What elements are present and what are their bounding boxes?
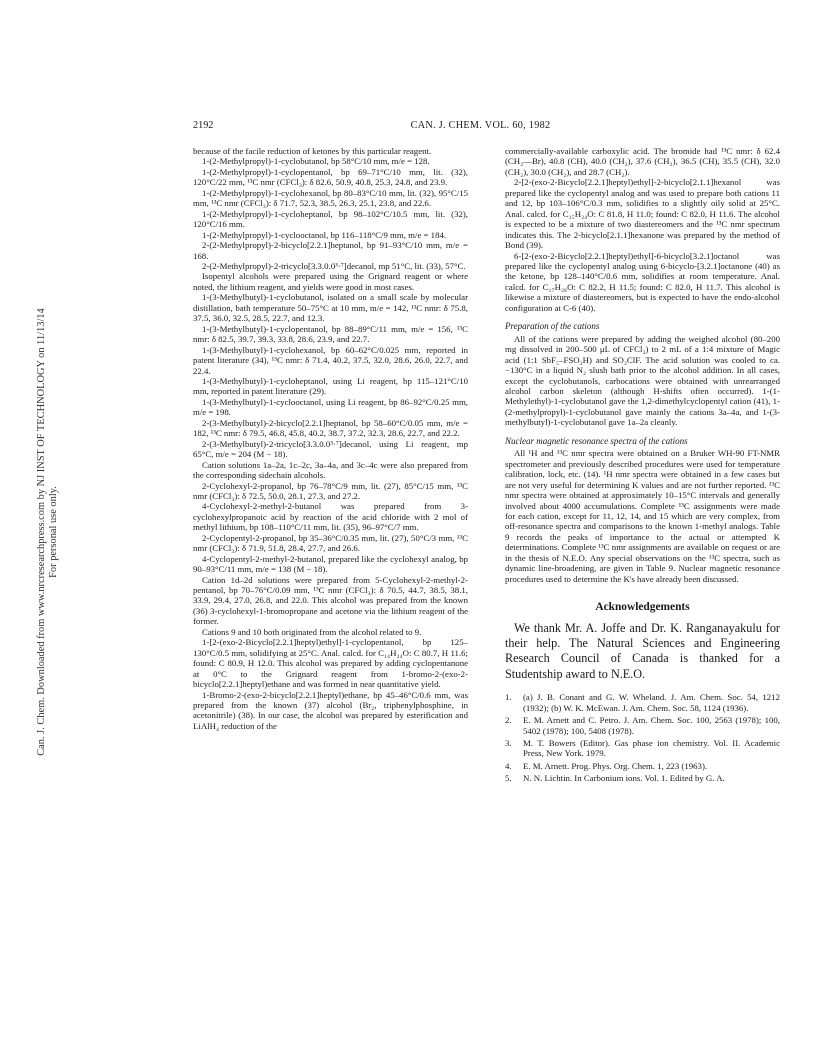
paragraph: 1-Bromo-2-(exo-2-bicyclo[2.2.1]heptyl)ethane, bp 45–46°C/0.6 mm, was prepared from the known (37) alcohol (Br₂, triphenylphosphine, in acetonitrile) (38). In our case, the alcohol was prepared by esterification and LiAlH₄ reduction of the <box>193 689 468 731</box>
section-heading-nmr: Nuclear magnetic resonance spectra of the cations <box>505 435 688 446</box>
paragraph: 2-Cyclopentyl-2-propanol, bp 35–36°C/0.35 mm, lit. (27), 50°C/3 mm, ¹³C nmr (CFCl₃): δ 71.9, 51.8, 28.4, 27.7, and 26.6. <box>193 532 468 554</box>
paragraph: 1-[2-(exo-2-Bicyclo[2.2.1]heptyl)ethyl]-1-cyclopentanol, bp 125–130°C/0.5 mm, solidifying at 25°C. Anal. calcd. for C₁₄H₂₄O: C 80.7, H 11.6; found: C 80.9, H 12.0. This alcohol was prepared by adding cyclopentanone at 0°C to the Grignard reagent from 1-bromo-2-(exo-2-bicyclo[2.2.1]heptyl)ethane and was formed in near quantitative yield. <box>193 637 468 690</box>
reference-item <box>505 738 780 759</box>
paragraph: 1-(3-Methylbutyl)-1-cyclopentanol, bp 88–89°C/11 mm, m/e = 156, ¹³C nmr: δ 82.5, 39.7, 39.3, 33.8, 28.6, 23.9, and 22.7. <box>193 323 468 345</box>
reference-item <box>505 761 780 771</box>
paragraph: 4-Cyclopentyl-2-methyl-2-butanol, prepared like the cyclohexyl analog, bp 90–93°C/11 mm, m/e = 138 (M − 18). <box>193 553 468 575</box>
paragraph: 1-(2-Methylpropyl)-1-cyclohexanol, bp 80–83°C/10 mm, lit. (32), 95°C/15 mm, ¹³C nmr (CFCl₃): δ 71.7, 52.3, 38.5, 26.3, 25.1, 23.8, and 22.6. <box>193 187 468 209</box>
paragraph: because of the facile reduction of ketones by this particular reagent. <box>193 146 432 156</box>
reference-number: 4. <box>505 760 512 771</box>
running-head: CAN. J. CHEM. VOL. 60, 1982 <box>410 120 551 131</box>
paragraph: 1-(2-Methylpropyl)-1-cyclooctanol, bp 116–118°C/9 mm, m/e = 184. <box>202 229 447 240</box>
right-column <box>505 146 780 786</box>
paragraph: Isopentyl alcohols were prepared using the Grignard reagent or where noted, the lithium reagent, and yields were good in most cases. <box>193 271 468 292</box>
paragraph: 1-(3-Methylbutyl)-1-cyclobutanol, isolated on a small scale by molecular distillation, bath temperature 50–75°C at 10 mm, m/e = 142, ¹³C nmr: δ 75.8, 37.5, 36.0, 32.5, 28.5, 22.7, and 12.3. <box>193 292 468 324</box>
references-list <box>505 692 780 784</box>
paragraph: 6-[2-(exo-2-Bicyclo[2.2.1]heptyl)ethyl]-6-bicyclo[3.2.1]octanol was prepared like the cyclopentyl analog using 6-bicyclo-[3.2.1]octanone (40) as the ketone, bp 128–140°C/0.6 mm, solidifies at room temperature. Anal. calcd. for C₁₇H₂₈O: C 82.2, H 11.5; found: C 82.0, H 11.7. This alcohol is likewise a mixture of diastereomers, but is expected to have the endo-alcohol configuration at C-6 (40). <box>505 250 780 313</box>
paragraph: 2-(3-Methylbutyl)-2-bicyclo[2.2.1]heptanol, bp 58–60°C/0.05 mm, m/e = 182, ¹³C nmr: δ 79.5, 46.8, 45.8, 40.2, 38.7, 37.2, 32.3, 28.6, 22.7, and 22.2. <box>193 417 468 439</box>
download-notice-line: Can. J. Chem. Downloaded from www.nrcresearchpress.com by NJ INST OF TECHNOLOGY on 11/13/14 <box>36 308 47 756</box>
reference-number: 2. <box>505 715 512 726</box>
paragraph: 2-(2-Methylpropyl)-2-tricyclo[3.3.0.0³·⁷]decanol, mp 51°C, lit. (33), 57°C. <box>202 260 466 271</box>
paragraph: 1-(3-Methylbutyl)-1-cyclohexanol, bp 60–62°C/0.025 mm, reported in patent literature (34), ¹³C nmr: δ 71.4, 40.2, 37.5, 32.0, 28.6, 26.0, 22.7, and 22.4. <box>193 344 468 376</box>
paragraph: 4-Cyclohexyl-2-methyl-2-butanol was prepared from 3-cyclohexylpropanoic acid by reaction of the acid chloride with 2 mol of methyl lithium, bp 108–110°C/11 mm, lit. (35), 96–97°C/7 mm. <box>193 501 468 533</box>
reference-item <box>505 715 780 736</box>
paragraph: All ¹H and ¹³C nmr spectra were obtained on a Bruker WH-90 FT-NMR spectrometer and previously described procedures were used for temperature calibration, lock, etc. (14). ¹H nmr spectra were obtained in a few cases but are not very useful for determining K values and are not further reported. ¹³C nmr spectra were obtained at approximately 10–15°C intervals and generally involved about 4000 accumulations. Complete ¹³C assignments were made for each cation, except for 11, 12, 14, and 15 which are very complex, from off-resonance spectra and comparisons to the known 1-methyl analogs. Table 9 records the peaks of importance to the actual or attempted K determinations. Complete ¹³C nmr assignments are available on request or are in the thesis of N.E.O. Any special observations on the ¹³C spectra, such as dynamic line-broadening, are given in Table 9. Nuclear magnetic resonance procedures used to determine the K's have already been discussed. <box>505 448 780 584</box>
reference-number: 1. <box>505 692 512 703</box>
paragraph: Cations 9 and 10 both originated from the alcohol related to 9. <box>202 626 422 637</box>
reference-text: M. T. Bowers (Editor). Gas phase ion chemistry. Vol. II. Academic Press, New York. 1979. <box>523 738 780 759</box>
paragraph: 2-(3-Methylbutyl)-2-tricyclo[3.3.0.0³·⁷]decanol, using Li reagent, mp 65°C, m/e = 204 (M − 18). <box>193 438 468 460</box>
paragraph: 2-(2-Methylpropyl)-2-bicyclo[2.2.1]heptanol, bp 91–93°C/10 mm, m/e = 168. <box>193 240 468 261</box>
acknowledgements-heading: Acknowledgements <box>595 601 690 614</box>
reference-text: E. M. Arnett. Prog. Phys. Org. Chem. 1, 223 (1963). <box>523 760 708 771</box>
paragraph: 1-(3-Methylbutyl)-1-cyclooctanol, using Li reagent, bp 86–92°C/0.25 mm, m/e = 198. <box>193 396 468 418</box>
page-header <box>193 120 768 134</box>
download-notice-sidebar <box>36 212 60 852</box>
reference-text: N. N. Lichtin. In Carbonium ions. Vol. 1. Edited by G. A. <box>523 773 725 784</box>
left-column <box>193 146 468 731</box>
reference-item <box>505 773 780 783</box>
paragraph: 2-[2-(exo-2-Bicyclo[2.2.1]heptyl)ethyl]-2-bicyclo[2.1.1]hexanol was prepared like the cyclopentyl analog and was used to prepare both cations 11 and 12, bp 103–106°C/0.3 mm, solidifies to a slightly oily solid at 25°C. Anal. calcd. for C₁₅H₂₄O: C 81.8, H 11.0; found: C 82.0, H 11.6. The alcohol is expected to be a mixture of two diastereomers and the ¹³C nmr spectrum indicates this. The 2-bicyclo[2.1.1]hexanone was prepared by the method of Bond (39). <box>505 177 780 251</box>
paragraph: 1-(2-Methylpropyl)-1-cyclobutanol, bp 58°C/10 mm, m/e = 128. <box>202 156 430 167</box>
page-number: 2192 <box>193 120 214 131</box>
paragraph: commercially-available carboxylic acid. The bromide had ¹³C nmr: δ 62.4 (CH₂—Br), 40.8 (CH), 40.0 (CH₂), 37.6 (CH₂), 36.5 (CH), 35.5 (CH), 32.0 (CH₂), 30.0 (CH₂), and 28.7 (CH₂). <box>505 146 780 177</box>
section-heading-preparation: Preparation of the cations <box>505 321 600 332</box>
reference-number: 3. <box>505 738 512 749</box>
paragraph: Cation 1d–2d solutions were prepared from 5-Cyclohexyl-2-methyl-2-pentanol, bp 70–76°C/0.09 mm, ¹³C nmr (CFCl₃): δ 70.5, 44.7, 38.5, 38.1, 33.9, 29.4, 27.0, 26.8, and 22.0. This alcohol was prepared from the known (36) 3-cyclohexyl-1-bromopropane and acetone via the lithium reagent of the former. <box>193 574 468 627</box>
reference-text: E. M. Arnett and C. Petro. J. Am. Chem. Soc. 100, 2563 (1978); 100, 5402 (1978); 100, 5408 (1978). <box>523 715 780 736</box>
paragraph: All of the cations were prepared by adding the weighed alcohol (80–200 mg dissolved in 200–500 μL of CFCl₃) to 2 mL of a 1:4 mixture of Magic acid (1:1 SbF₅–FSO₃H) and SO₂ClF. The acid solution was cooled to ca. −130°C in a liquid N₂ slush bath prior to the alcohol addition. In all cases, except the cyclobutanols, carbocations were obtained with unrearranged alcohol carbon skeleton (although H-shifts often occurred). 1-(1-Methylethyl)-1-cyclobutanol gave the 1,2-dimethylcyclopentyl cation (41), 1-(2-methylpropyl)-1-cyclobutanol gave mainly the cations 3a–4a, and 1-(3-methylbutyl)-1-cyclobutanol gave 1a–2a cleanly. <box>505 333 780 428</box>
personal-use-notice: For personal use only. <box>48 486 59 578</box>
acknowledgements-text: We thank Mr. A. Joffe and Dr. K. Ranganayakulu for their help. The Natural Sciences and Engineering Research Council of Canada is thanked for a Studentship award to N.E.O. <box>505 620 780 681</box>
reference-number: 5. <box>505 773 512 784</box>
paragraph: Cation solutions 1a–2a, 1c–2c, 3a–4a, and 3c–4c were also prepared from the corresponding sidechain alcohols. <box>193 459 468 481</box>
reference-text: (a) J. B. Conant and G. W. Wheland. J. Am. Chem. Soc. 54, 1212 (1932); (b) W. K. McEwan. J. Am. Chem. Soc. 58, 1124 (1936). <box>523 692 780 713</box>
reference-item <box>505 692 780 713</box>
paragraph: 1-(3-Methylbutyl)-1-cycloheptanol, using Li reagent, bp 115–121°C/10 mm, reported in patent literature (29). <box>193 375 468 397</box>
paragraph: 1-(2-Methylpropyl)-1-cycloheptanol, bp 98–102°C/10.5 mm, lit. (32), 120°C/16 mm. <box>193 208 468 230</box>
paragraph: 2-Cyclohexyl-2-propanol, bp 76–78°C/9 mm, lit. (27), 85°C/15 mm, ¹³C nmr (CFCl₃): δ 72.5, 50.0, 28.1, 27.3, and 27.2. <box>193 480 468 501</box>
paragraph: 1-(2-Methylpropyl)-1-cyclopentanol, bp 69–71°C/10 mm, lit. (32), 120°C/22 mm, ¹³C nmr (CFCl₃): δ 82.6, 50.9, 40.8, 25.3, 24.8, and 23.9. <box>193 166 468 188</box>
